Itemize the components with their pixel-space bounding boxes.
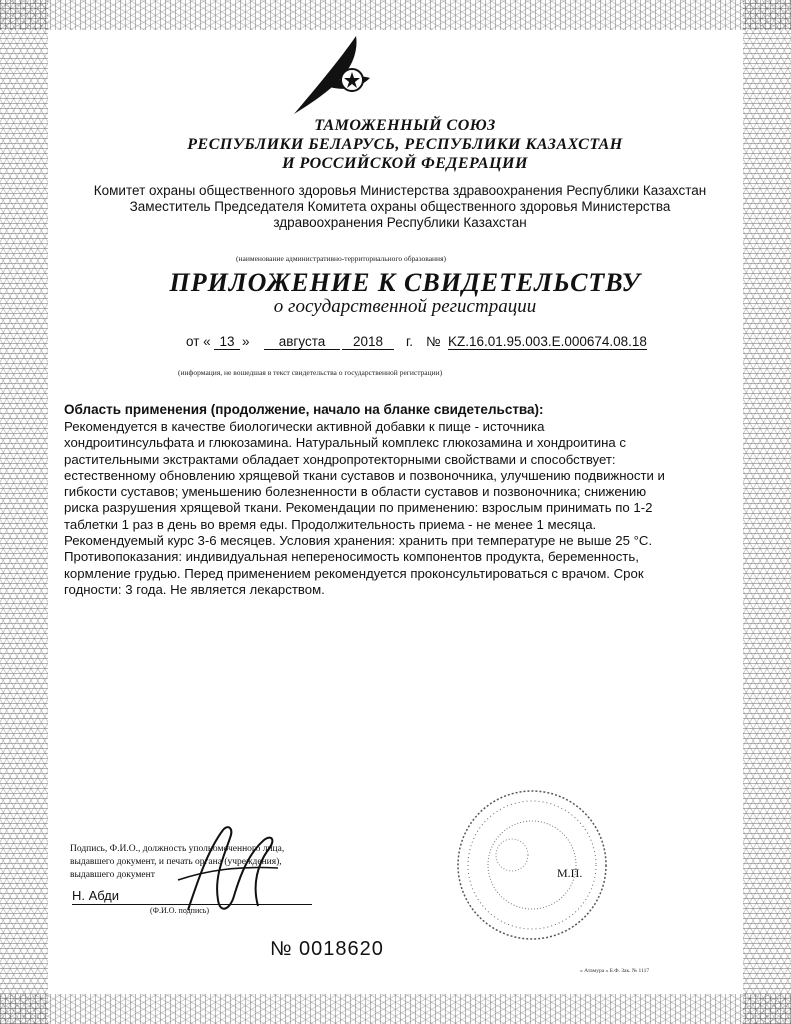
text-line: Противопоказания: индивидуальная непереносимость компонентов продукта, беременность, xyxy=(64,549,639,565)
handwritten-signature-icon xyxy=(168,810,288,930)
section-title: Область применения (продолжение, начало на бланке свидетельства): xyxy=(64,402,544,417)
registration-day: 13 xyxy=(214,334,240,350)
text-line: хондроитинсульфата и глюкозамина. Натуральный комплекс глюкозамина и хондроитина с xyxy=(64,435,627,451)
committee-line-2: Заместитель Председателя Комитета охраны общественного здоровья Министерства xyxy=(129,199,671,214)
text-line: естественному обновлению хрящевой ткани суставов и позвоночника, улучшению подвижности и xyxy=(64,467,665,483)
text-line: риска разрушения хрящевой ткани. Рекомендации по применению: взрослым принимать по 1-2 xyxy=(64,500,653,516)
signer-caption: (Ф.И.О. подпись) xyxy=(150,906,210,915)
seal-label: М.П. xyxy=(557,866,583,880)
authority-caption: (наименование административно-территориального образования) xyxy=(236,254,447,263)
registration-month: августа xyxy=(264,334,340,350)
text-line: кормление грудью. Перед применением рекомендуется проконсультироваться с врачом. Срок xyxy=(64,565,644,581)
text-line: Рекомендуется в качестве биологически активной добавки к пище - источника xyxy=(64,419,545,434)
union-title-line-3: И РОССИЙСКОЙ ФЕДЕРАЦИИ xyxy=(282,155,528,172)
serial-value: 0018620 xyxy=(299,938,384,960)
registration-number: KZ.16.01.95.003.Е.000674.08.18 xyxy=(448,334,647,349)
official-seal-icon xyxy=(452,785,612,945)
text-line: годности: 3 года. Не является лекарством. xyxy=(64,581,325,597)
registration-line xyxy=(186,334,646,354)
registration-caption: (информация, не вошедшая в текст свидетельства о государственной регистрации) xyxy=(178,368,443,377)
committee-line-1: Комитет охраны общественного здоровья Министерства здравоохранения Республики Казахстан xyxy=(93,183,707,198)
year-suffix: г. xyxy=(406,334,414,349)
day-close-quote: » xyxy=(242,334,250,349)
text-line: гибкости суставов; уменьшению болезненности в области суставов и позвоночника; снижению xyxy=(64,484,647,500)
text-line: растительными экстрактами обладает хондропротекторными свойствами и способствует: xyxy=(64,451,616,467)
security-border-left xyxy=(0,0,48,1024)
from-label: от « xyxy=(186,334,211,349)
text-line: Рекомендуемый курс 3-6 месяцев. Условия хранения: хранить при температуре не выше 25 °С. xyxy=(64,533,653,549)
signature-caption-line: выдавшего документ xyxy=(70,870,155,880)
security-border-right xyxy=(743,0,791,1024)
document-subtitle: о государственной регистрации xyxy=(273,296,537,317)
serial-label: № xyxy=(270,938,293,960)
customs-union-emblem-icon xyxy=(286,28,382,120)
application-text xyxy=(64,419,664,598)
number-label: № xyxy=(426,334,441,349)
security-border-bottom xyxy=(0,994,791,1024)
serial-number xyxy=(270,938,384,961)
registration-year: 2018 xyxy=(342,334,394,350)
signer-name: Н. Абди xyxy=(72,888,119,903)
union-title-line-1: ТАМОЖЕННЫЙ СОЮЗ xyxy=(314,117,496,134)
signature-caption-line: Подпись, Ф.И.О., должность уполномоченного лица, xyxy=(70,844,285,854)
signature-caption-line: выдавшего документ, и печать органа (учреждения), xyxy=(70,857,282,867)
security-border-top xyxy=(0,0,791,30)
text-line: таблетки 1 раз в день во время еды. Продолжительность приема - не менее 1 месяца. xyxy=(64,516,597,532)
printer-note: « Атамура » Б.Ф. Зак. № 1117 xyxy=(580,968,650,974)
union-title-line-2: РЕСПУБЛИКИ БЕЛАРУСЬ, РЕСПУБЛИКИ КАЗАХСТАН xyxy=(187,136,623,153)
document-title: ПРИЛОЖЕНИЕ К СВИДЕТЕЛЬСТВУ xyxy=(169,268,641,297)
committee-line-3: здравоохранения Республики Казахстан xyxy=(273,215,527,230)
